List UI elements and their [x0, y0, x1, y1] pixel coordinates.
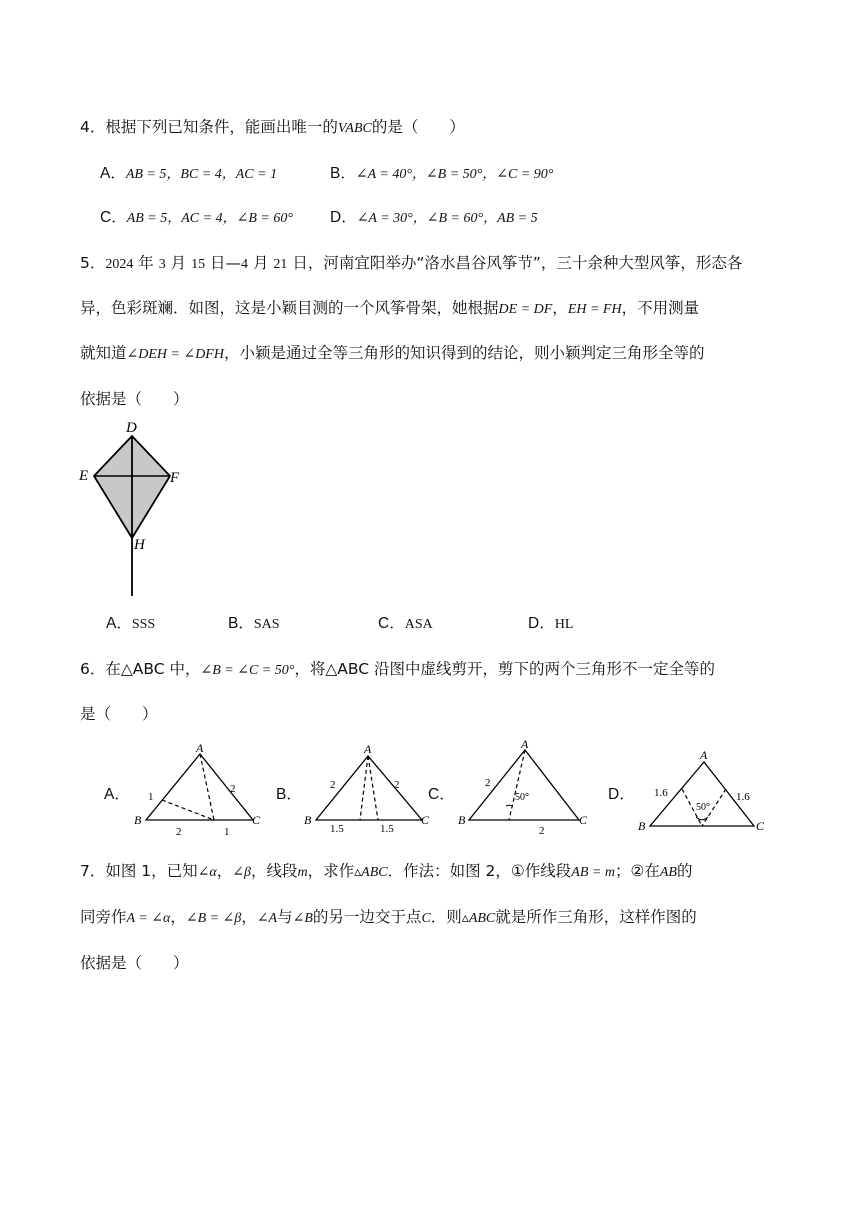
math: A = ∠α	[126, 911, 171, 926]
math: AB = m	[571, 865, 615, 880]
length-label: 1.5	[330, 823, 344, 835]
math: ∠β	[232, 865, 251, 880]
text: 就知道	[80, 344, 127, 362]
vertex-b: B	[638, 819, 646, 833]
vertex-c: C	[756, 819, 765, 833]
q5-option-d[interactable]	[528, 612, 573, 636]
length-label: 2	[230, 783, 236, 795]
math: ∠B = ∠β	[185, 911, 242, 926]
length-label: 1.6	[654, 787, 668, 799]
option-math: AB = 5，AC = 4，∠B = 60°	[126, 211, 293, 226]
text: 月	[248, 254, 274, 272]
q5-line-2	[80, 297, 800, 321]
text: ，线段	[250, 862, 298, 880]
text: 依据是（ ）	[80, 954, 189, 972]
text: 的另一边交于点	[312, 908, 422, 926]
math: ∠B	[292, 911, 313, 926]
option-letter: A．	[100, 165, 126, 182]
q7-line-2	[80, 906, 800, 930]
vertex-c: C	[579, 813, 588, 827]
math: C	[421, 911, 431, 926]
q4-option-b[interactable]	[330, 162, 553, 186]
vertex-a: A	[700, 748, 708, 762]
length-label: 2	[485, 777, 491, 789]
text: ，	[170, 908, 186, 926]
option-text: ASA	[404, 617, 433, 632]
angle-label: 50°	[515, 792, 529, 803]
q5-line-3	[80, 342, 800, 366]
q5-option-b[interactable]	[228, 612, 280, 636]
math: ▵ABC	[354, 865, 388, 880]
option-math: AB = 5，BC = 4，AC = 1	[125, 167, 278, 182]
option-letter: C．	[100, 209, 127, 226]
math: ∠DEH = ∠DFH	[126, 347, 224, 362]
q6-option-a[interactable]	[104, 783, 130, 806]
option-math: ∠A = 40°，∠B = 50°，∠C = 90°	[355, 167, 554, 182]
option-letter: B．	[330, 165, 356, 182]
math: DE = DF	[498, 302, 553, 317]
q7-line-1	[80, 860, 800, 884]
q5-option-c[interactable]	[378, 612, 433, 636]
math: ∠B = ∠C = 50°	[200, 663, 295, 678]
vertex-b: B	[458, 813, 466, 827]
text: 日，河南宜阳举办“洛水昌谷风筝节”，三十余种大型风筝，形态各	[287, 254, 743, 272]
q6-figure-c	[455, 738, 600, 838]
text: 月	[165, 254, 192, 272]
option-math: ∠A = 30°，∠B = 60°，AB = 5	[356, 211, 538, 226]
q6-option-b[interactable]	[276, 783, 302, 806]
option-text: HL	[554, 617, 574, 632]
vertex-b: B	[134, 813, 142, 827]
text: 与	[277, 908, 293, 926]
q5-line-1	[80, 252, 800, 276]
q4-stem-text: 4．根据下列已知条件，能画出唯一的	[80, 118, 338, 136]
vertex-b: B	[304, 813, 312, 827]
q4-stem-tail: 的是（ ）	[371, 118, 465, 136]
math: ∠α	[197, 865, 217, 880]
math: EH = FH	[567, 302, 622, 317]
angle-label: 50°	[696, 802, 710, 813]
text: ，求作	[307, 862, 355, 880]
vertex-c: C	[421, 813, 430, 827]
option-letter: A．	[104, 786, 130, 803]
q4-option-c[interactable]	[100, 206, 293, 230]
q4-option-a[interactable]	[100, 162, 277, 186]
text: 异，色彩斑斓．如图，这是小颖目测的一个风筝骨架，她根据	[80, 299, 499, 317]
option-letter: B．	[276, 786, 302, 803]
vertex-a: A	[521, 738, 529, 751]
text: 的	[676, 862, 693, 880]
text: ．则	[430, 908, 462, 926]
length-label: 1	[148, 791, 154, 803]
text: 就是所作三角形，这样作图的	[495, 908, 697, 926]
q5-line-4	[80, 388, 800, 410]
vertex-c: C	[252, 813, 261, 827]
num: 2024	[105, 257, 134, 272]
length-label: 1.6	[736, 791, 750, 803]
text: 5．	[80, 254, 106, 272]
text: ．作法：如图 2，①作线段	[387, 862, 572, 880]
kite-figure	[76, 416, 186, 601]
option-letter: B．	[228, 615, 254, 632]
num: 3	[158, 257, 166, 272]
q6-option-c[interactable]	[428, 783, 455, 806]
option-letter: D．	[608, 786, 635, 803]
option-letter: D．	[528, 615, 555, 632]
q4-stem	[80, 116, 800, 140]
option-text: SSS	[131, 617, 156, 632]
option-letter: C．	[378, 615, 405, 632]
math: m	[297, 865, 308, 880]
q5-option-a[interactable]	[106, 612, 155, 636]
q6-line-1	[80, 658, 800, 682]
length-label: 2	[330, 779, 336, 791]
vertex-a: A	[364, 742, 372, 756]
num: 21	[273, 257, 288, 272]
q6-option-d[interactable]	[608, 783, 635, 806]
text: 同旁作	[80, 908, 127, 926]
text: ，不用测量	[621, 299, 700, 317]
text: 依据是（ ）	[80, 390, 189, 408]
q6-line-2	[80, 703, 800, 725]
text: ，	[216, 862, 233, 880]
math: ∠A	[256, 911, 278, 926]
text: ；②在	[614, 862, 660, 880]
text: 7．如图 1，已知	[80, 862, 198, 880]
length-label: 2	[539, 825, 545, 837]
text: 是（ ）	[80, 705, 158, 723]
option-letter: C．	[428, 786, 455, 803]
length-label: 2	[176, 826, 182, 837]
q4-option-d[interactable]	[330, 206, 538, 230]
length-label: 1.5	[380, 823, 394, 835]
num: 15	[191, 257, 206, 272]
q4-stem-math: VABC	[337, 121, 372, 136]
label-f: F	[170, 470, 180, 486]
option-text: SAS	[253, 617, 280, 632]
text: ，小颖是通过全等三角形的知识得到的结论，则小颖判定三角形全等的	[223, 344, 705, 362]
text: ，将△ABC 沿图中虚线剪开，剪下的两个三角形不一定全等的	[294, 660, 715, 678]
math: AB	[659, 865, 677, 880]
q6-figure-b	[300, 742, 440, 837]
text: 年	[133, 254, 159, 272]
length-label: 1	[224, 826, 230, 837]
vertex-a: A	[196, 742, 204, 755]
length-label: 2	[394, 779, 400, 791]
text: ，	[552, 299, 568, 317]
q7-line-3	[80, 952, 800, 974]
text: ，	[241, 908, 257, 926]
math: ▵ABC	[461, 911, 496, 926]
label-e: E	[79, 468, 89, 484]
text: 6．在△ABC 中，	[80, 660, 201, 678]
num: 4	[241, 257, 249, 272]
label-d: D	[126, 420, 137, 436]
option-letter: D．	[330, 209, 357, 226]
text: 日—	[205, 254, 242, 272]
option-letter: A．	[106, 615, 132, 632]
label-h: H	[134, 537, 145, 553]
q6-figure-d	[636, 744, 776, 839]
q6-figure-a	[128, 742, 268, 837]
